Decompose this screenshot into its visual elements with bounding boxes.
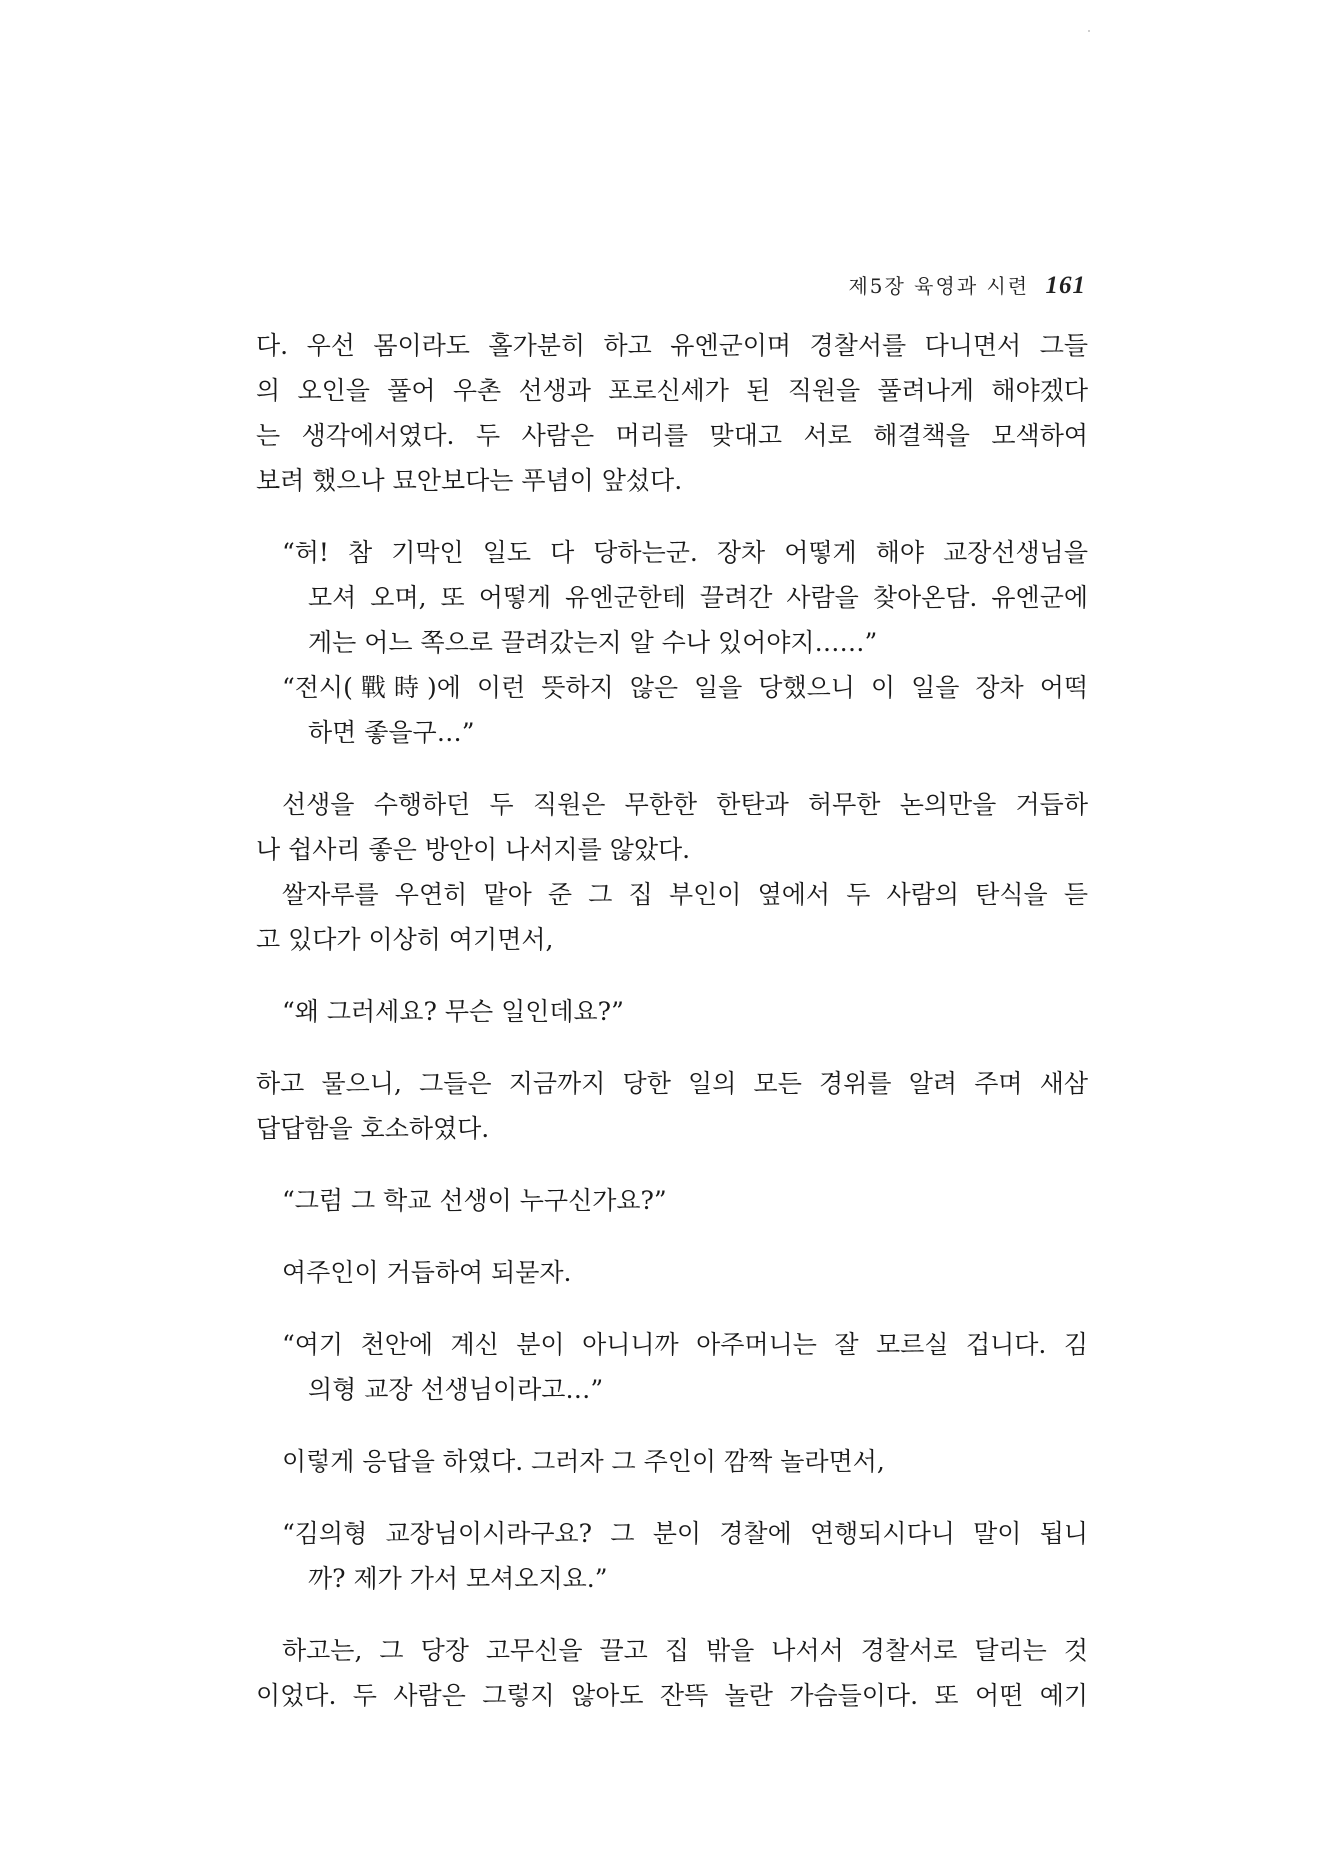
text-line: 는 생각에서였다. 두 사람은 머리를 맞대고 서로 해결책을 모색하여 xyxy=(256,421,1088,450)
text-line: 선생을 수행하던 두 직원은 무한한 한탄과 허무한 논의만을 거듭하 xyxy=(282,790,1088,819)
text-line: 쌀자루를 우연히 맡아 준 그 집 부인이 옆에서 두 사람의 탄식을 듣 xyxy=(282,880,1088,909)
text-line: 이렇게 응답을 하였다. 그러자 그 주인이 깜짝 놀라면서, xyxy=(282,1447,885,1476)
text-line: 보려 했으나 묘안보다는 푸념이 앞섰다. xyxy=(256,466,683,495)
scan-speck xyxy=(1088,30,1090,32)
text-line: 이었다. 두 사람은 그렇지 않아도 잔뜩 놀란 가슴들이다. 또 어떤 예기 xyxy=(256,1681,1088,1710)
text-line: 나 쉽사리 좋은 방안이 나서지를 않았다. xyxy=(256,835,691,864)
text-line: 여주인이 거듭하여 되묻자. xyxy=(282,1258,572,1287)
text-line: 하고 물으니, 그들은 지금까지 당한 일의 모든 경위를 알려 주며 새삼 xyxy=(256,1069,1088,1098)
dialogue-line: “여기 천안에 계신 분이 아니니까 아주머니는 잘 모르실 겁니다. 김 xyxy=(282,1330,1088,1359)
dialogue-line: “허! 참 기막인 일도 다 당하는군. 장차 어떻게 해야 교장선생님을 xyxy=(282,538,1088,567)
chapter-title: 제5장 육영과 시련 xyxy=(848,274,1030,298)
dialogue-line: 모셔 오며, 또 어떻게 유엔군한테 끌려간 사람을 찾아온담. 유엔군에 xyxy=(308,583,1088,612)
dialogue-line: “전시(戰時)에 이런 뜻하지 않은 일을 당했으니 이 일을 장차 어떡 xyxy=(282,673,1088,702)
page-number: 161 xyxy=(1045,272,1086,299)
dialogue-line: 까? 제가 가서 모셔오지요.” xyxy=(308,1564,608,1593)
dialogue-line: “그럼 그 학교 선생이 누구신가요?” xyxy=(282,1186,667,1215)
text-line: 고 있다가 이상히 여기면서, xyxy=(256,925,554,954)
text-line: 하고는, 그 당장 고무신을 끌고 집 밖을 나서서 경찰서로 달리는 것 xyxy=(282,1636,1088,1665)
dialogue-line: “김의형 교장님이시라구요? 그 분이 경찰에 연행되시다니 말이 됩니 xyxy=(282,1519,1088,1548)
dialogue-line: “왜 그러세요? 무슨 일인데요?” xyxy=(282,997,624,1026)
dialogue-line: 게는 어느 쪽으로 끌려갔는지 알 수나 있어야지……” xyxy=(308,628,878,657)
dialogue-line: 의형 교장 선생님이라고…” xyxy=(308,1375,604,1404)
dialogue-line: 하면 좋을구…” xyxy=(308,718,475,747)
text-line: 의 오인을 풀어 우촌 선생과 포로신세가 된 직원을 풀려나게 해야겠다 xyxy=(256,376,1088,405)
text-line: 답답함을 호소하였다. xyxy=(256,1114,490,1143)
running-header xyxy=(848,270,1086,300)
page-body xyxy=(256,323,1088,1718)
text-line: 다. 우선 몸이라도 홀가분히 하고 유엔군이며 경찰서를 다니면서 그들 xyxy=(256,331,1088,360)
